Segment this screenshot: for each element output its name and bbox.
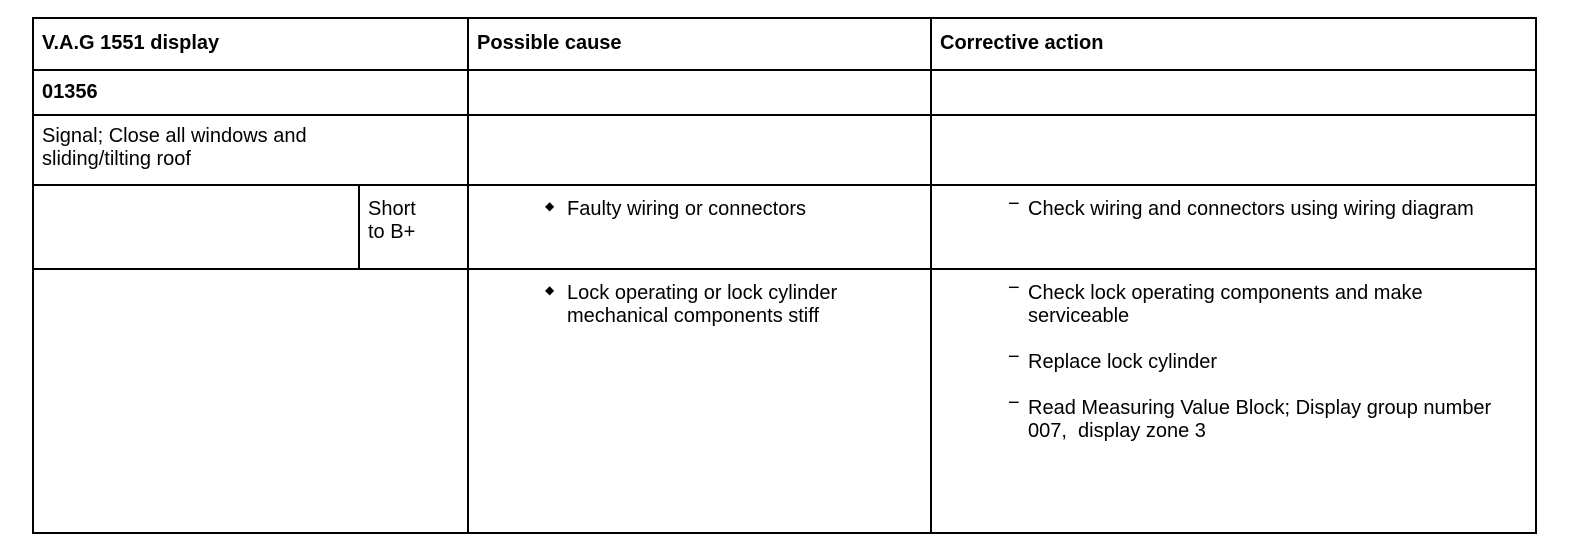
dash-icon: − [1008,346,1020,368]
dash-icon: − [1008,193,1020,215]
fault-code-row [33,70,1536,115]
fault-code-cell [33,70,468,115]
header-action-text: Corrective action [940,32,1104,54]
action-cell [931,269,1536,533]
header-action [931,18,1536,70]
cause-text: Lock operating or lock cylinder mechanical components stiff [567,282,838,327]
action-text: Check wiring and connectors using wiring diagram [1028,198,1474,220]
header-display-text: V.A.G 1551 display [42,32,220,54]
signal-row [33,115,1536,185]
cause-item [477,282,922,328]
cause-cell [468,269,931,533]
signal-cell [33,115,468,185]
empty-cell [931,70,1536,115]
header-display [33,18,468,70]
empty-cell [33,269,468,533]
empty-cell [468,115,931,185]
empty-cell [33,185,359,269]
action-item [940,277,1527,328]
action-text: Read Measuring Value Block; Display group number 007, display zone 3 [1028,397,1497,442]
dash-icon: − [1008,277,1020,299]
fault-table [32,17,1537,534]
action-item [940,346,1527,374]
cause-item [477,198,922,221]
bullet-icon: ◆ [545,199,555,213]
sub-condition-text: Short to B+ [368,198,416,243]
header-cause-text: Possible cause [477,32,622,54]
action-item [940,193,1527,221]
action-cell [931,185,1536,269]
cause-text: Faulty wiring or connectors [567,198,806,220]
action-text: Replace lock cylinder [1028,351,1217,373]
bullet-icon: ◆ [545,283,555,297]
signal-text: Signal; Close all windows and sliding/tilting roof [42,125,307,170]
header-row [33,18,1536,70]
empty-cell [468,70,931,115]
table-row [33,269,1536,533]
empty-cell [931,115,1536,185]
action-item [940,392,1527,443]
action-text: Check lock operating components and make serviceable [1028,282,1423,327]
fault-code: 01356 [42,81,98,103]
sub-condition-cell [359,185,468,269]
table-row [33,185,1536,269]
cause-cell [468,185,931,269]
header-cause [468,18,931,70]
dash-icon: − [1008,392,1020,414]
